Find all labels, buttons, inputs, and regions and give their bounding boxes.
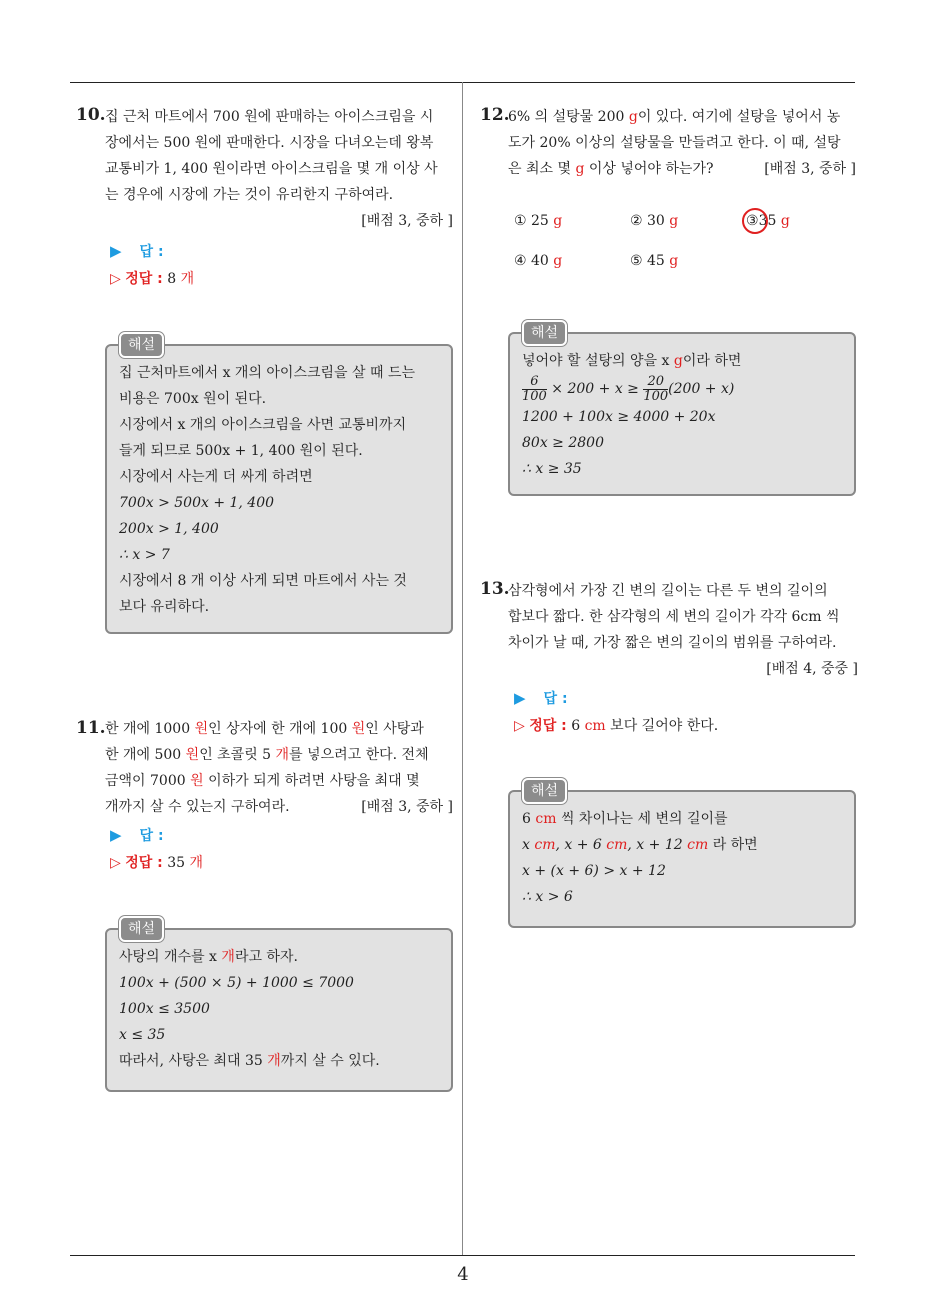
solution-line: ∴ x > 7 [119, 547, 170, 563]
solution-tag: 해설 [522, 778, 567, 804]
fraction: $\frac{6}{100}$ [522, 373, 547, 404]
solution-line: 시장에서 8 개 이상 사게 되면 마트에서 사는 것 [119, 573, 407, 589]
choice-4[interactable]: ④ 40 g [514, 253, 563, 269]
solution-line: 100x ≤ 3500 [119, 1001, 210, 1017]
problem-13-score: [배점 4, 중중 ] [766, 661, 858, 677]
choice-1[interactable]: ① 25 g [514, 213, 563, 229]
correct-label: 정답 : [125, 271, 163, 287]
outline-triangle-icon: ▷ [514, 718, 525, 734]
solution-line: 6 cm 씩 차이나는 세 변의 길이를 [522, 811, 728, 827]
problem-11-number: 11. [76, 718, 106, 738]
problem-13-number: 13. [480, 579, 510, 599]
solution-line: 사탕의 개수를 x 개라고 하자. [119, 949, 298, 965]
problem-11-line-2: 한 개에 500 원인 초콜릿 5 개를 넣으려고 한다. 전체 [105, 747, 429, 763]
solution-line: 들게 되므로 500x + 1, 400 원이 된다. [119, 443, 363, 459]
solution-tag: 해설 [119, 332, 164, 358]
solution-line: 집 근처마트에서 x 개의 아이스크림을 살 때 드는 [119, 365, 416, 381]
problem-11-answer-row [110, 822, 164, 849]
answer-label: 답 : [543, 691, 568, 707]
correct-value: 8 [167, 271, 177, 287]
correct-label: 정답 : [529, 718, 567, 734]
outline-triangle-icon: ▷ [110, 855, 121, 871]
problem-11-line-1: 한 개에 1000 원인 상자에 한 개에 100 원인 사탕과 [105, 721, 424, 737]
problem-10-solution-box [105, 337, 453, 634]
correct-unit: cm [584, 718, 606, 734]
problem-13-line-2: 합보다 짧다. 한 삼각형의 세 변의 길이가 각각 6cm 씩 [508, 609, 840, 625]
solution-line: 700x > 500x + 1, 400 [119, 495, 275, 511]
solution-line: 1200 + 100x ≥ 4000 + 20x [522, 409, 716, 425]
correct-unit: 개 [189, 855, 204, 871]
solution-line: 200x > 1, 400 [119, 521, 219, 537]
problem-13-line-3: 차이가 날 때, 가장 짧은 변의 길이의 범위를 구하여라. [508, 635, 837, 651]
problem-10-number: 10. [76, 105, 106, 125]
problem-12-choices [514, 208, 854, 268]
problem-10-line-2: 장에서는 500 원에 판매한다. 시장을 다녀오는데 왕복 [105, 135, 434, 151]
page-number: 4 [457, 1264, 469, 1285]
solution-line: ∴ x ≥ 35 [522, 461, 582, 477]
problem-13-solution-box [508, 783, 856, 928]
choice-5[interactable]: ⑤ 45 g [630, 253, 679, 269]
problem-12-text [508, 104, 856, 182]
solution-line: 비용은 700x 원이 된다. [119, 391, 267, 407]
correct-unit: 개 [180, 271, 195, 287]
answer-label: 답 : [139, 828, 164, 844]
fraction: $\frac{20}{100}$ [643, 373, 669, 404]
outline-triangle-icon: ▷ [110, 271, 121, 287]
solution-line: x ≤ 35 [119, 1027, 166, 1043]
solution-line: ∴ x > 6 [522, 889, 573, 905]
solution-equation: $\frac{6}{100}$ × 200 + x ≥ $\frac{20}{100}$ (200 + x) [522, 373, 735, 404]
solution-line: 시장에서 사는게 더 싸게 하려면 [119, 469, 313, 485]
problem-11-line-4: 개까지 살 수 있는지 구하여라. [배점 3, 중하 ] [105, 794, 453, 820]
problem-11-correct-row [110, 850, 203, 876]
solution-line: x cm, x + 6 cm, x + 12 cm 라 하면 [522, 837, 758, 853]
problem-12-number: 12. [480, 105, 510, 125]
solution-line: 시장에서 x 개의 아이스크림을 사면 교통비까지 [119, 417, 407, 433]
column-divider [462, 82, 463, 1255]
selected-circle-icon [742, 208, 768, 234]
solution-line: 넣어야 할 설탕의 양을 x g이라 하면 [522, 353, 742, 369]
problem-11-line-3: 금액이 7000 원 이하가 되게 하려면 사탕을 최대 몇 [105, 773, 420, 789]
problem-12-line-2: 도가 20% 이상의 설탕물을 만들려고 한다. 이 때, 설탕 [508, 135, 841, 151]
solution-line: 80x ≥ 2800 [522, 435, 604, 451]
problem-13-line-1: 삼각형에서 가장 긴 변의 길이는 다른 두 변의 길이의 [508, 583, 828, 599]
problem-10-line-4: 는 경우에 시장에 가는 것이 유리한지 구하여라. [105, 187, 394, 203]
play-icon: ▶ [110, 826, 122, 844]
solution-line: 따라서, 사탕은 최대 35 개까지 살 수 있다. [119, 1053, 380, 1069]
problem-12-line-3: 은 최소 몇 g 이상 넣어야 하는가? [배점 3, 중하 ] [508, 156, 856, 182]
solution-line: 보다 유리하다. [119, 599, 210, 615]
solution-tag: 해설 [119, 916, 164, 942]
solution-tag: 해설 [522, 320, 567, 346]
correct-rest: 보다 길어야 한다. [610, 718, 719, 734]
problem-13-correct-row [514, 713, 718, 739]
problem-10-line-1: 집 근처 마트에서 700 원에 판매하는 아이스크림을 시 [105, 109, 434, 125]
answer-label: 답 : [139, 244, 164, 260]
problem-11-solution-box [105, 921, 453, 1092]
solution-line: 100x + (500 × 5) + 1000 ≤ 7000 [119, 975, 354, 991]
problem-12-solution-box [508, 325, 856, 496]
choice-2[interactable]: ② 30 g [630, 213, 679, 229]
problem-12-line-1: 6% 의 설탕물 200 g이 있다. 여기에 설탕을 넣어서 농 [508, 109, 841, 125]
problem-10-answer-row [110, 238, 164, 265]
problem-10-text [105, 104, 453, 234]
problem-10-score: [배점 3, 중하 ] [361, 213, 453, 229]
correct-value: 6 [571, 718, 581, 734]
problem-13-text [508, 578, 858, 682]
play-icon: ▶ [514, 689, 526, 707]
choice-3[interactable]: ③35 g [746, 208, 790, 234]
solution-line: x + (x + 6) > x + 12 [522, 863, 666, 879]
problem-11-score: [배점 3, 중하 ] [361, 799, 453, 815]
correct-value: 35 [167, 855, 186, 871]
play-icon: ▶ [110, 242, 122, 260]
problem-11-text [105, 716, 453, 820]
problem-10-correct-row [110, 266, 194, 292]
problem-13-answer-row [514, 685, 568, 712]
problem-12-score: [배점 3, 중하 ] [764, 161, 856, 177]
problem-10-line-3: 교통비가 1, 400 원이라면 아이스크림을 몇 개 이상 사 [105, 161, 438, 177]
bottom-rule [70, 1255, 855, 1256]
correct-label: 정답 : [125, 855, 163, 871]
